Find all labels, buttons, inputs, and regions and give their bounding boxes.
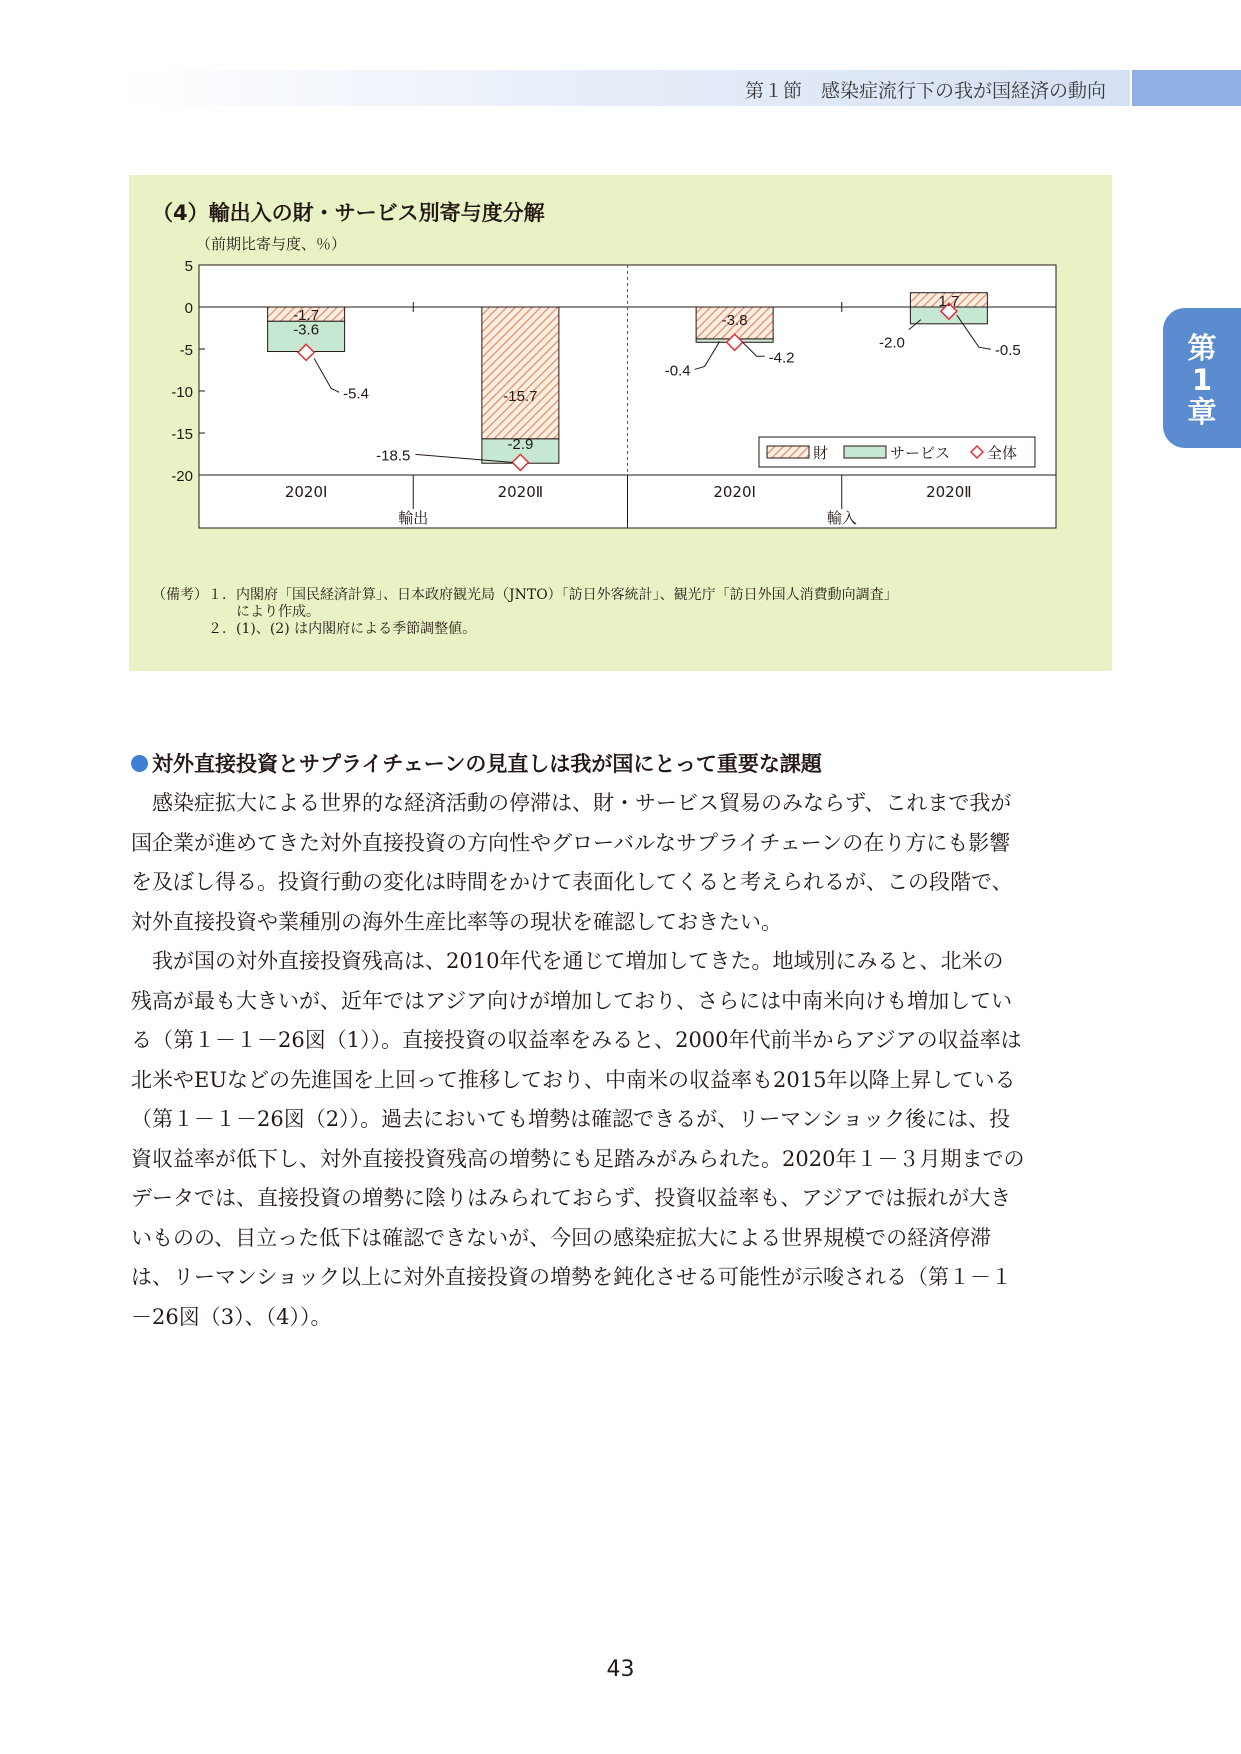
services-value-label: -3.6 [293, 321, 320, 339]
y-tick-label: -20 [171, 468, 193, 485]
x-tick-label: 2020Ⅱ [497, 483, 544, 501]
chapter-tab-number: 1 [1191, 363, 1213, 397]
notes-label: （備考） [152, 587, 208, 603]
body-line: いものの、目立った低下は確認できないが、今回の感染症拡大による世界規模での経済停滞 [131, 1225, 992, 1250]
services-value-label: -2.9 [507, 436, 534, 454]
y-tick-label: 0 [184, 300, 193, 317]
goods-value-label: -15.7 [503, 387, 538, 405]
services-value-label: -0.4 [664, 362, 691, 380]
goods-value-label: 1.7 [938, 292, 960, 310]
body-line: を及ぼし得る。投資行動の変化は時間をかけて表面化してくると考えられるが、この段階で、 [131, 870, 1013, 894]
y-tick-label: -10 [171, 384, 193, 401]
body-line: 北米やEUなどの先進国を上回って推移しており、中南米の収益率も2015年以降上昇している [131, 1067, 1016, 1092]
note-row [152, 604, 898, 621]
section-heading-text: 対外直接投資とサプライチェーンの見直しは我が国にとって重要な課題 [152, 752, 822, 776]
note-text: １．内閣府「国民経済計算」、日本政府観光局（JNTO）「訪日外客統計」、観光庁「訪日外国人消費動向調査」 [208, 587, 898, 603]
note-row [152, 587, 898, 604]
body-line: は、リーマンショック以上に対外直接投資の増勢を鈍化させる可能性が示唆される（第１－１ [131, 1265, 1013, 1289]
body-line: （第１－１－26図（2））。過去においても増勢は確認できるが、リーマンショック後には、投 [131, 1107, 1011, 1131]
note-text: により作成。 [208, 604, 320, 620]
body-text [131, 784, 1111, 1337]
contribution-chart [129, 175, 1112, 595]
group-label: 輸出 [398, 509, 429, 527]
legend-services-swatch [844, 446, 886, 458]
total-value-label: -18.5 [376, 447, 411, 465]
chapter-tab[interactable] [1163, 308, 1241, 448]
legend-services-label: サービス [890, 444, 951, 462]
figure-notes [152, 587, 898, 638]
goods-value-label: -1.7 [293, 307, 320, 325]
legend-total-label: 全体 [987, 444, 1018, 462]
section-header: 第１節 感染症流行下の我が国経済の動向 [744, 80, 1106, 102]
y-tick-label: -5 [179, 342, 193, 359]
total-value-label: -4.2 [768, 349, 795, 367]
page-number: 43 [606, 1657, 635, 1682]
body-line: 我が国の対外直接投資残高は、2010年代を通じて増加してきた。地域別にみると、北米の [131, 949, 1004, 973]
legend-goods-label: 財 [813, 444, 829, 462]
body-line: －26図（3）、（4））。 [131, 1304, 332, 1329]
y-tick-label: -15 [171, 426, 193, 443]
goods-value-label: -3.8 [721, 311, 748, 329]
x-tick-label: 2020Ⅰ [284, 483, 328, 501]
body-line: データでは、直接投資の増勢に陰りはみられておらず、投資収益率も、アジアでは振れが大き [131, 1186, 1012, 1210]
total-value-label: -5.4 [343, 385, 369, 403]
figure-unit-label: （前期比寄与度、％） [196, 235, 347, 253]
note-text: ２．(1)、(2) は内閣府による季節調整値。 [208, 621, 477, 637]
y-tick-label: 5 [184, 258, 193, 275]
body-line: 対外直接投資や業種別の海外生産比率等の現状を確認しておきたい。 [131, 909, 782, 934]
bullet-icon [131, 755, 148, 772]
total-value-label: -0.5 [994, 342, 1021, 360]
figure-title: （4）輸出入の財・サービス別寄与度分解 [152, 201, 545, 225]
services-value-label: -2.0 [879, 334, 905, 352]
body-line: 資収益率が低下し、対外直接投資残高の増勢にも足踏みがみられた。2020年１－３月期までの [131, 1146, 1025, 1171]
chapter-tab-char: 章 [1187, 395, 1217, 429]
x-tick-label: 2020Ⅱ [926, 483, 972, 501]
note-row [152, 621, 898, 638]
body-line: 感染症拡大による世界的な経済活動の停滞は、財・サービス貿易のみならず、これまで我が [131, 791, 1012, 815]
group-label: 輸入 [826, 509, 857, 527]
x-tick-label: 2020Ⅰ [713, 483, 756, 501]
body-line: る（第１－１－26図（1））。直接投資の収益率をみると、2000年代前半からアジアの収益率は [131, 1028, 1022, 1052]
chapter-tab-char: 第 [1187, 331, 1217, 365]
body-line: 残高が最も大きいが、近年ではアジア向けが増加しており、さらには中南米向けも増加してい [131, 988, 1013, 1013]
header-accent-block [1132, 70, 1241, 106]
section-heading [131, 748, 822, 778]
legend-goods-swatch [767, 446, 809, 458]
bar-goods [482, 307, 559, 439]
body-line: 国企業が進めてきた対外直接投資の方向性やグローバルなサプライチェーンの在り方にも影響 [131, 830, 1011, 855]
